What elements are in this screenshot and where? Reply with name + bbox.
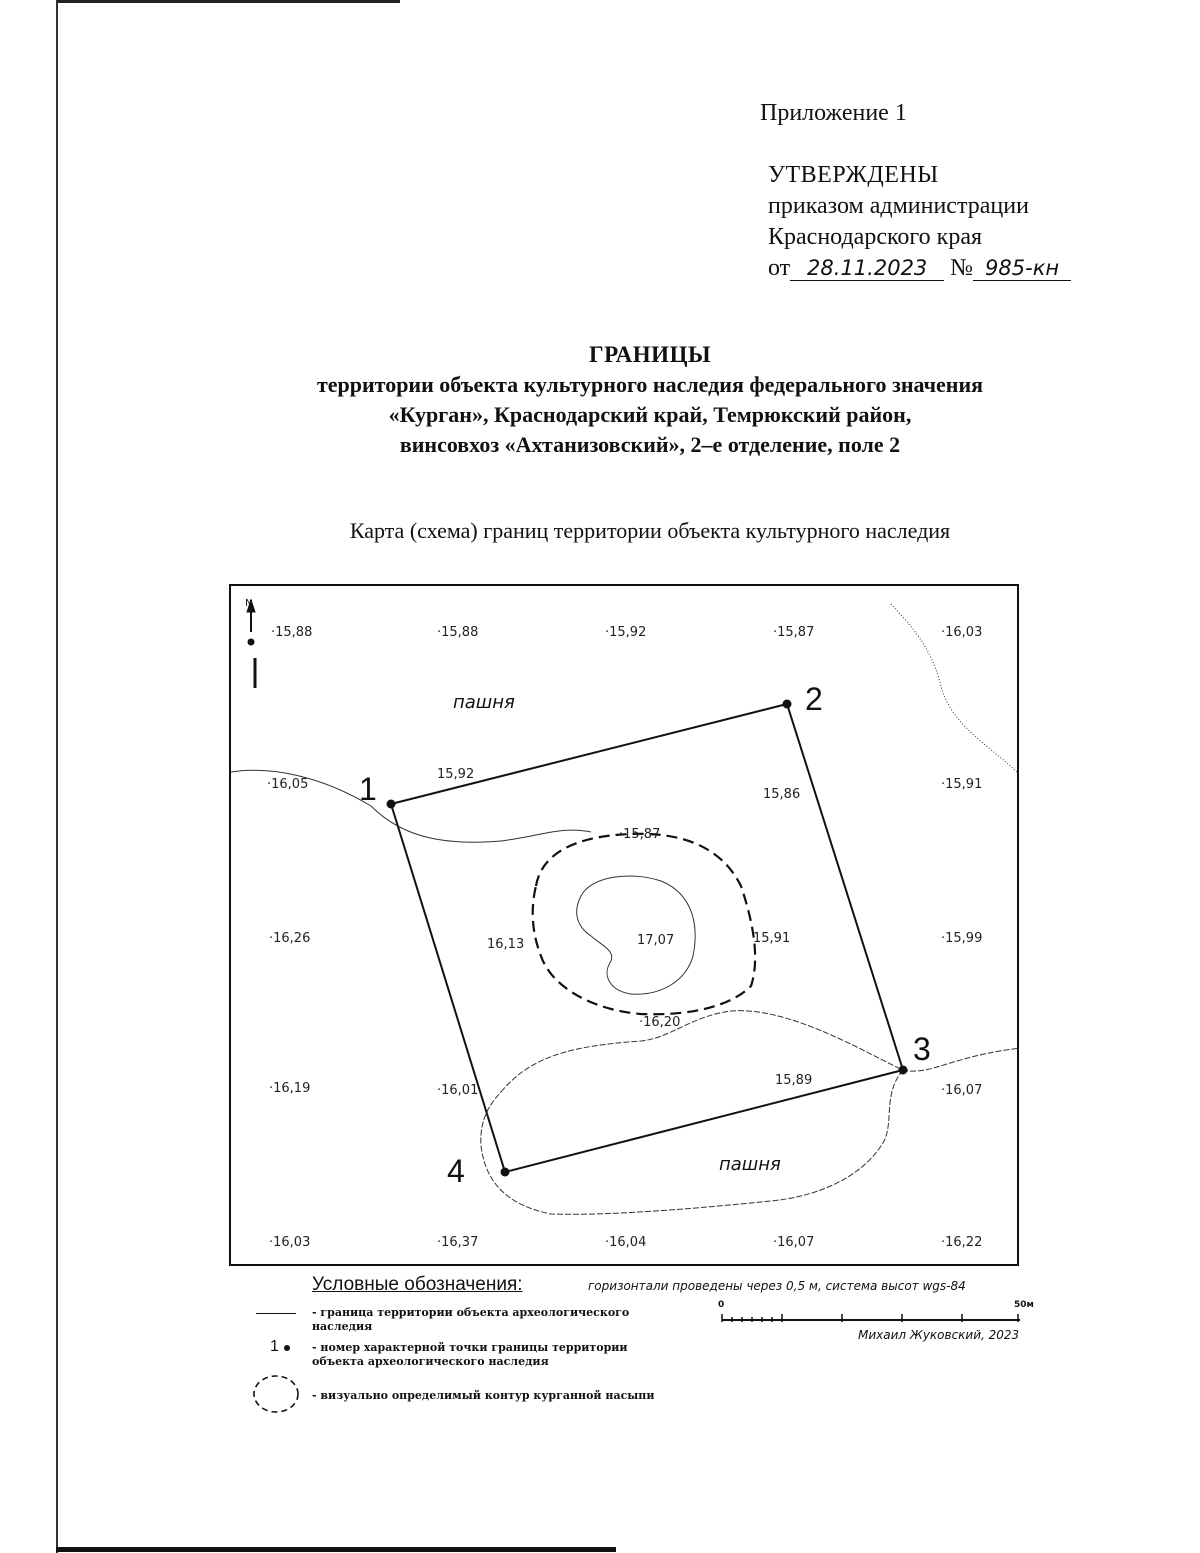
elevation-mark: ·15,99 — [941, 931, 983, 946]
elevation-mark: 15,92 — [437, 767, 475, 782]
document-title — [200, 340, 1100, 460]
map-frame — [229, 584, 1019, 1266]
map-caption: Карта (схема) границ территории объекта культурного наследия — [349, 518, 951, 543]
elevation-mark: ·16,07 — [773, 1235, 815, 1250]
legend-point-text-2: объекта археологического наследия — [312, 1355, 549, 1368]
boundary-point-3-dot — [899, 1066, 908, 1075]
mound-contour-outer — [533, 834, 755, 1014]
boundary-point-4-label: 4 — [447, 1153, 465, 1189]
boundary-point-3-label: 3 — [913, 1031, 931, 1067]
order-date-line — [768, 253, 1071, 284]
elevation-mark: 17,07 — [637, 933, 675, 948]
relief-line-south — [481, 1011, 1017, 1215]
elevation-mark: 15,91 — [753, 931, 791, 946]
elevation-mark: ·15,87 — [619, 827, 661, 842]
elevation-mark: ·16,20 — [639, 1015, 681, 1030]
scale-bar — [720, 1310, 1020, 1324]
elevation-mark: ·15,91 — [941, 777, 983, 792]
legend-point-text-1: - номер характерной точки границы территории — [312, 1341, 628, 1354]
boundary-point-4-dot — [501, 1168, 510, 1177]
legend-boundary-line-symbol — [256, 1313, 296, 1314]
title-line-1: территории объекта культурного наследия федерального значения — [316, 372, 984, 397]
legend-boundary-text-2: наследия — [312, 1320, 373, 1333]
title-main: ГРАНИЦЫ — [588, 342, 712, 367]
field-label-bottom: пашня — [719, 1154, 781, 1175]
date-value: 28.11.2023 — [790, 256, 944, 281]
legend-point-dot — [284, 1345, 290, 1351]
elevation-mark: 15,86 — [763, 787, 801, 802]
mound-contour-inner — [577, 876, 695, 994]
elevation-mark: ·16,03 — [941, 625, 983, 640]
elevation-mark: ·16,03 — [269, 1235, 311, 1250]
scan-edge-bottom — [56, 1547, 616, 1552]
legend-boundary-text-1: - граница территории объекта археологического — [312, 1306, 630, 1319]
elevation-mark: ·15,92 — [605, 625, 647, 640]
number-prefix: № — [950, 255, 974, 281]
elevation-mark: ·16,22 — [941, 1235, 983, 1250]
svg-text:N: N — [245, 598, 253, 609]
appendix-label: Приложение 1 — [760, 100, 907, 126]
elevation-mark: 15,89 — [775, 1073, 813, 1088]
legend-item-point — [312, 1341, 628, 1369]
boundary-point-1-label: 1 — [359, 771, 377, 807]
legend-note: горизонтали проведены через 0,5 м, система высот wgs-84 — [588, 1279, 966, 1293]
boundary-point-1-dot — [387, 800, 396, 809]
legend-point-symbol: 1 — [270, 1338, 279, 1355]
boundary-point-2-dot — [783, 700, 792, 709]
legend-title: Условные обозначения: — [312, 1274, 523, 1295]
elevation-mark: ·16,04 — [605, 1235, 647, 1250]
elevation-mark: ·15,87 — [773, 625, 815, 640]
north-arrow-icon — [245, 598, 255, 688]
title-line-3: винсовхоз «Ахтанизовский», 2–е отделение, поле 2 — [399, 432, 901, 457]
boundary-point-2-label: 2 — [805, 681, 823, 717]
elevation-mark: ·16,26 — [269, 931, 311, 946]
title-line-2: «Курган», Краснодарский край, Темрюкский район, — [388, 402, 912, 427]
map-canvas — [231, 586, 1017, 1264]
elevation-mark: ·16,07 — [941, 1083, 983, 1098]
scale-start-label: 0 — [718, 1300, 725, 1310]
elevation-mark: ·15,88 — [271, 625, 313, 640]
scan-edge-left — [56, 0, 58, 1553]
legend-item-boundary — [312, 1306, 629, 1334]
order-line-2: Краснодарского края — [768, 224, 983, 250]
elevation-mark: 16,13 — [487, 937, 525, 952]
scan-edge-top — [58, 0, 400, 3]
map-author: Михаил Жуковский, 2023 — [858, 1328, 1020, 1342]
approval-block — [768, 160, 1071, 284]
scale-end-label: 50м — [1014, 1300, 1034, 1310]
elevation-mark: ·16,37 — [437, 1235, 479, 1250]
approved-heading: УТВЕРЖДЕНЫ — [768, 162, 939, 188]
legend-mound-contour-symbol — [250, 1372, 302, 1416]
order-line-1: приказом администрации — [768, 193, 1029, 219]
legend-item-contour: - визуально определимый контур курганной насыпи — [312, 1389, 655, 1402]
elevation-mark: ·15,88 — [437, 625, 479, 640]
field-label-top: пашня — [453, 692, 515, 713]
elevation-mark: ·16,01 — [437, 1083, 479, 1098]
elevation-mark: ·16,05 — [267, 777, 309, 792]
date-prefix: от — [768, 255, 791, 281]
number-value: 985-кн — [973, 256, 1071, 281]
elevation-mark: ·16,19 — [269, 1081, 311, 1096]
